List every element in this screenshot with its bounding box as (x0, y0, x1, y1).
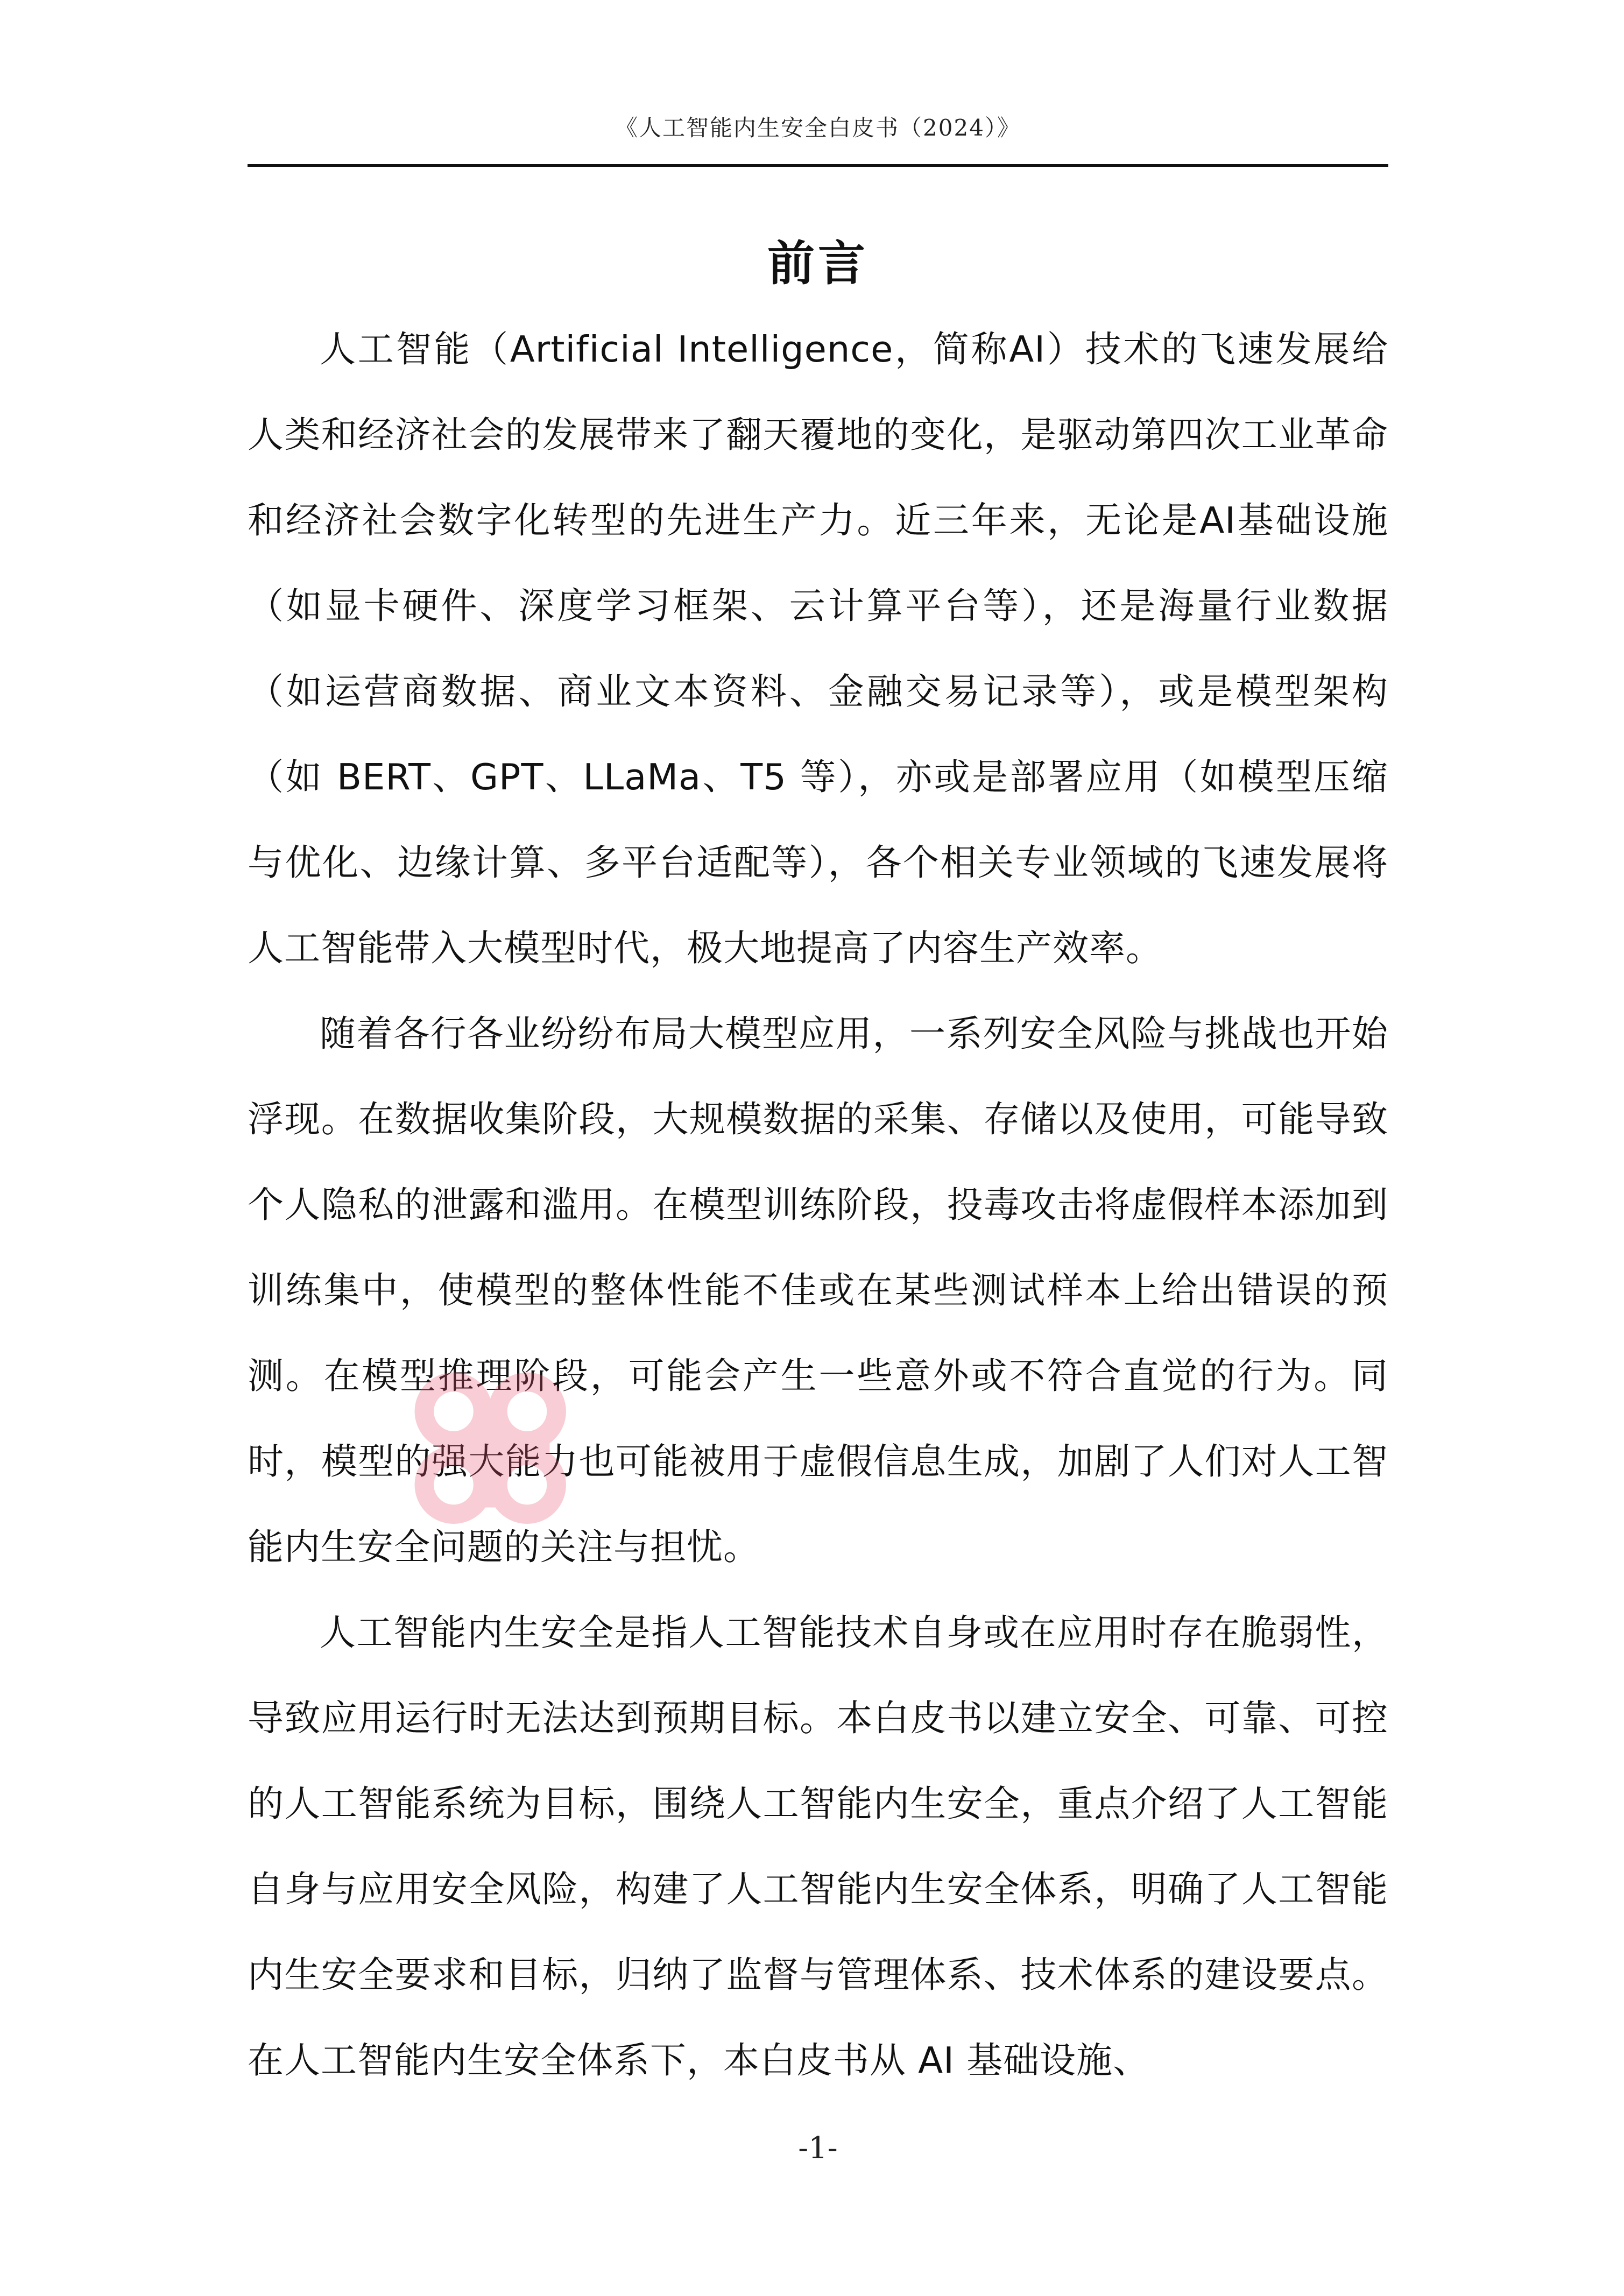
page-number: -1- (798, 2131, 838, 2166)
paragraph-2: 随着各行各业纷纷布局大模型应用，一系列安全风险与挑战也开始浮现。在数据收集阶段，大规模数据的采集、存储以及使用，可能导致个人隐私的泄露和滥用。在模型训练阶段，投毒攻击将虚假样本添加到训练集中，使模型的整体性能不佳或在某些测试样本上给出错误的预测。在模型推理阶段，可能会产生一些意外或不符合直觉的行为。同时，模型的强大能力也可能被用于虚假信息生成，加剧了人们对人工智能内生安全问题的关注与担忧。 (248, 1013, 1388, 1568)
running-header: 《人工智能内生安全白皮书（2024）》 (615, 115, 1021, 141)
paragraph-1: 人工智能（Artificial Intelligence，简称AI）技术的飞速发展给人类和经济社会的发展带来了翻天覆地的变化，是驱动第四次工业革命和经济社会数字化转型的先进生产力。近三年来，无论是AI基础设施（如显卡硬件、深度学习框架、云计算平台等），还是海量行业数据（如运营商数据、商业文本资料、金融交易记录等），或是模型架构（如 BERT、GPT、LLaMa、T5 等），亦或是部署应用（如模型压缩与优化、边缘计算、多平台适配等），各个相关专业领域的飞速发展将人工智能带入大模型时代，极大地提高了内容生产效率。 (248, 328, 1388, 969)
body-text (248, 307, 1388, 2103)
header-divider (248, 164, 1388, 167)
paragraph-3: 人工智能内生安全是指人工智能技术自身或在应用时存在脆弱性，导致应用运行时无法达到预期目标。本白皮书以建立安全、可靠、可控的人工智能系统为目标，围绕人工智能内生安全，重点介绍了人工智能自身与应用安全风险，构建了人工智能内生安全体系，明确了人工智能内生安全要求和目标，归纳了监督与管理体系、技术体系的建设要点。在人工智能内生安全体系下，本白皮书从 AI 基础设施、 (248, 1612, 1388, 2081)
page-title: 前言 (767, 236, 869, 291)
